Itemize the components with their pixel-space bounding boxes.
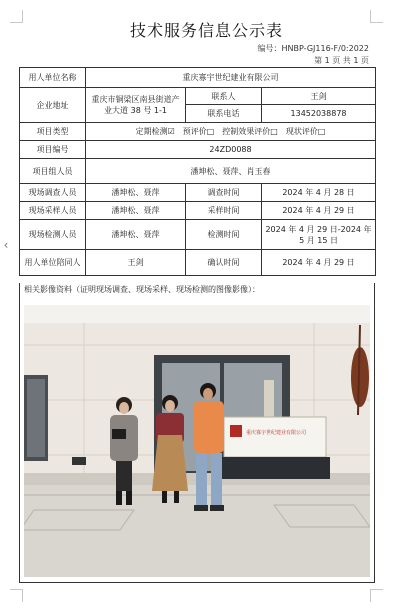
project-number-value: 24ZD0088 [86, 141, 376, 159]
document-number-block [258, 43, 369, 67]
survey-staff-label: 现场调查人员 [20, 184, 86, 202]
client-value: 重庆寡宇世纪建业有限公司 [86, 68, 376, 88]
table-row [20, 159, 376, 184]
sampling-time-label: 采样时间 [186, 202, 262, 220]
address-value: 重庆市铜梁区南县街道产业大道 38 号 1-1 [86, 88, 186, 123]
sampling-staff-label: 现场采样人员 [20, 202, 86, 220]
project-type-label: 项目类型 [20, 123, 86, 141]
testing-staff-label: 现场检测人员 [20, 220, 86, 250]
photo-section [19, 283, 375, 583]
table-row [20, 220, 376, 250]
crop-mark-bottom-right [370, 589, 383, 602]
survey-staff-value: 潘坤松、聂萍 [86, 184, 186, 202]
photo-sign-text: 重庆寡宇世纪建业有限公司 [246, 430, 307, 436]
table-row [20, 141, 376, 159]
survey-time-label: 调查时间 [186, 184, 262, 202]
sampling-staff-value: 潘坤松、聂萍 [86, 202, 186, 220]
table-row [20, 202, 376, 220]
page-title: 技术服务信息公示表 [129, 21, 283, 40]
table-row [20, 68, 376, 88]
testing-time-label: 检测时间 [186, 220, 262, 250]
escort-label: 用人单位陪同人 [20, 250, 86, 276]
confirm-time-value: 2024 年 4 月 29 日 [262, 250, 376, 276]
phone-value: 13452038878 [262, 105, 376, 123]
confirm-time-label: 确认时间 [186, 250, 262, 276]
project-number-label: 项目编号 [20, 141, 86, 159]
crop-mark-bottom-left [10, 589, 23, 602]
survey-time-value: 2024 年 4 月 28 日 [262, 184, 376, 202]
testing-time-value: 2024 年 4 月 29 日-2024 年 5 月 15 日 [262, 220, 376, 250]
team-value: 潘坤松、聂萍、肖玉春 [86, 159, 376, 184]
phone-label: 联系电话 [186, 105, 262, 123]
address-label: 企业地址 [20, 88, 86, 123]
client-label: 用人单位名称 [20, 68, 86, 88]
contact-value: 王剑 [262, 88, 376, 105]
info-table [19, 67, 376, 276]
photo-caption: 相关影像资料（证明现场调查、现场采样、现场检测的图像影像）： [24, 285, 260, 294]
site-photo [24, 305, 370, 577]
table-row [20, 250, 376, 276]
document-number: 编号：HNBP-GJ116-F/0:2022 [257, 44, 369, 53]
table-row [20, 88, 376, 105]
page-info: 第 1 页 共 1 页 [314, 56, 369, 65]
testing-staff-value: 潘坤松、聂萍 [86, 220, 186, 250]
chevron-left-icon[interactable]: ‹ [3, 238, 9, 252]
sampling-time-value: 2024 年 4 月 29 日 [262, 202, 376, 220]
contact-label: 联系人 [186, 88, 262, 105]
team-label: 项目组人员 [20, 159, 86, 184]
escort-value: 王剑 [86, 250, 186, 276]
table-row [20, 123, 376, 141]
site-photo-illustration [24, 305, 370, 577]
project-type-options: 定期检测☑ 预评价□ 控制效果评价□ 现状评价□ [86, 123, 376, 141]
table-row [20, 184, 376, 202]
